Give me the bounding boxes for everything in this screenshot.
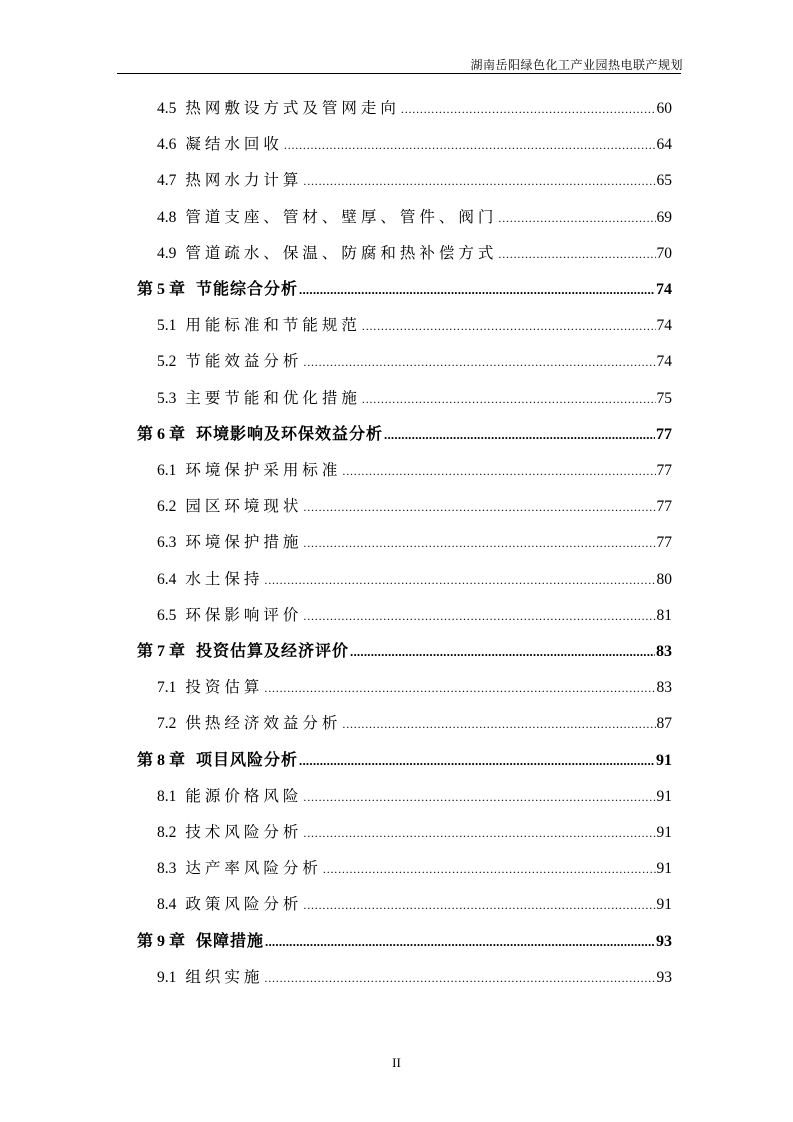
toc-entry-page: 91 (656, 896, 672, 914)
toc-entry-title: 达产率风险分析 (185, 860, 322, 878)
toc-entry-page: 69 (656, 208, 672, 226)
toc-chapter-entry[interactable] (137, 743, 672, 779)
toc-entry-page: 70 (656, 244, 672, 262)
toc-entry-page: 91 (656, 787, 672, 805)
toc-section-entry[interactable] (157, 598, 672, 634)
toc-dot-leader (323, 851, 656, 887)
toc-section-entry[interactable] (157, 706, 672, 742)
toc-entry-title: 管道支座、管材、壁厚、管件、阀门 (185, 208, 498, 226)
toc-entry-title: 环境保护措施 (185, 534, 303, 552)
toc-entry-page: 74 (656, 353, 672, 371)
toc-section-entry[interactable] (157, 344, 672, 380)
toc-entry-number: 8.1 (157, 787, 177, 805)
toc-entry-number: 4.7 (157, 172, 177, 190)
toc-entry-number: 第 5 章 (137, 281, 186, 298)
toc-entry-page: 75 (656, 389, 672, 407)
toc-dot-leader (303, 598, 655, 634)
toc-section-entry[interactable] (157, 127, 672, 163)
toc-entry-title: 政策风险分析 (185, 896, 303, 914)
toc-chapter-entry[interactable] (137, 924, 672, 960)
toc-entry-title: 投资估算 (185, 679, 264, 697)
toc-entry-number: 8.2 (157, 824, 177, 841)
toc-entry-number: 5.2 (157, 353, 177, 371)
toc-chapter-entry[interactable] (137, 272, 672, 308)
toc-dot-leader (342, 453, 655, 489)
toc-entry-number: 第 8 章 (137, 751, 186, 769)
toc-section-entry[interactable] (157, 308, 672, 344)
toc-section-entry[interactable] (157, 887, 672, 923)
toc-entry-title: 环境影响及环保效益分析 (196, 425, 384, 443)
toc-entry-number: 6.1 (157, 462, 177, 479)
toc-section-entry[interactable] (157, 453, 672, 489)
toc-dot-leader (265, 924, 655, 960)
toc-entry-page: 91 (656, 824, 672, 841)
toc-entry-page: 83 (656, 679, 672, 697)
toc-entry-title: 园区环境现状 (185, 498, 303, 516)
toc-entry-title: 热网敷设方式及管网走向 (185, 100, 400, 117)
toc-section-entry[interactable] (157, 200, 672, 236)
toc-entry-number: 9.1 (157, 968, 177, 986)
toc-entry-title: 水土保持 (185, 570, 264, 588)
toc-dot-leader (342, 706, 655, 742)
toc-dot-leader (498, 200, 655, 236)
toc-dot-leader (264, 670, 655, 706)
toc-entry-page: 91 (656, 860, 672, 878)
toc-dot-leader (284, 127, 656, 163)
toc-entry-number: 6.5 (157, 606, 177, 624)
toc-entry-number: 4.9 (157, 244, 177, 262)
toc-entry-title: 环保影响评价 (185, 606, 303, 624)
toc-dot-leader (299, 272, 655, 308)
toc-dot-leader (303, 815, 655, 851)
toc-entry-number: 6.2 (157, 498, 177, 516)
toc-section-entry[interactable] (157, 163, 672, 199)
toc-entry-title: 环境保护采用标准 (185, 462, 342, 479)
toc-entry-title: 主要节能和优化措施 (185, 389, 361, 407)
toc-entry-number: 第 6 章 (137, 425, 186, 443)
page-number: II (392, 1055, 401, 1070)
toc-entry-number: 4.8 (157, 208, 177, 226)
toc-dot-leader (362, 308, 656, 344)
toc-entry-page: 87 (656, 715, 672, 733)
toc-entry-title: 节能综合分析 (196, 281, 299, 298)
toc-entry-title: 管道疏水、保温、防腐和热补偿方式 (185, 244, 498, 262)
toc-dot-leader (303, 887, 655, 923)
toc-dot-leader (299, 743, 655, 779)
toc-chapter-entry[interactable] (137, 417, 672, 453)
toc-entry-page: 91 (656, 751, 672, 769)
toc-entry-title: 热网水力计算 (185, 172, 303, 190)
toc-entry-number: 第 7 章 (137, 643, 186, 660)
header-divider (117, 73, 681, 74)
toc-entry-title: 凝结水回收 (185, 136, 283, 154)
toc-chapter-entry[interactable] (137, 634, 672, 670)
toc-entry-number: 5.1 (157, 317, 177, 335)
toc-entry-number: 4.5 (157, 100, 177, 117)
toc-dot-leader (264, 960, 655, 996)
toc-section-entry[interactable] (157, 670, 672, 706)
toc-entry-number: 6.4 (157, 570, 177, 588)
toc-dot-leader (303, 525, 655, 561)
toc-section-entry[interactable] (157, 381, 672, 417)
toc-entry-page: 74 (656, 317, 672, 335)
toc-entry-number: 6.3 (157, 534, 177, 552)
toc-dot-leader (401, 91, 656, 127)
toc-entry-number: 4.6 (157, 136, 177, 154)
toc-section-entry[interactable] (157, 960, 672, 996)
toc-entry-page: 65 (656, 172, 672, 190)
toc-dot-leader (303, 489, 655, 525)
toc-entry-number: 5.3 (157, 389, 177, 407)
toc-entry-page: 93 (656, 968, 672, 986)
toc-dot-leader (303, 163, 655, 199)
toc-entry-page: 77 (656, 498, 672, 516)
toc-dot-leader (384, 417, 655, 453)
toc-entry-number: 8.3 (157, 860, 177, 878)
toc-section-entry[interactable] (157, 851, 672, 887)
document-header-title: 湖南岳阳绿色化工产业园热电联产规划 (470, 58, 683, 72)
toc-entry-number: 7.2 (157, 715, 177, 733)
toc-section-entry[interactable] (157, 815, 672, 851)
toc-entry-title: 投资估算及经济评价 (196, 643, 350, 660)
toc-entry-page: 64 (656, 136, 672, 154)
toc-entry-title: 节能效益分析 (185, 353, 303, 371)
toc-entry-title: 供热经济效益分析 (185, 715, 342, 733)
toc-section-entry[interactable] (157, 91, 672, 127)
toc-entry-page: 77 (656, 425, 672, 443)
toc-dot-leader (264, 562, 655, 598)
toc-entry-page: 74 (656, 281, 672, 298)
toc-entry-title: 技术风险分析 (185, 824, 303, 841)
toc-entry-title: 保障措施 (196, 932, 265, 950)
toc-entry-title: 能源价格风险 (185, 787, 303, 805)
toc-section-entry[interactable] (157, 562, 672, 598)
toc-dot-leader (498, 236, 655, 272)
toc-entry-number: 第 9 章 (137, 932, 186, 950)
toc-entry-title: 组织实施 (185, 968, 264, 986)
toc-dot-leader (303, 779, 655, 815)
toc-section-entry[interactable] (157, 489, 672, 525)
toc-entry-page: 77 (656, 462, 672, 479)
toc-entry-page: 80 (656, 570, 672, 588)
toc-section-entry[interactable] (157, 236, 672, 272)
toc-dot-leader (350, 634, 655, 670)
toc-entry-page: 81 (656, 606, 672, 624)
toc-dot-leader (362, 381, 656, 417)
toc-entry-number: 7.1 (157, 679, 177, 697)
toc-entry-number: 8.4 (157, 896, 177, 914)
toc-entry-title: 项目风险分析 (196, 751, 299, 769)
toc-dot-leader (303, 344, 655, 380)
toc-entry-page: 77 (656, 534, 672, 552)
toc-entry-page: 83 (656, 643, 672, 660)
toc-entry-page: 93 (656, 932, 672, 950)
toc-entry-title: 用能标准和节能规范 (185, 317, 361, 335)
toc-entry-page: 60 (656, 100, 672, 117)
toc-section-entry[interactable] (157, 779, 672, 815)
toc-section-entry[interactable] (157, 525, 672, 561)
